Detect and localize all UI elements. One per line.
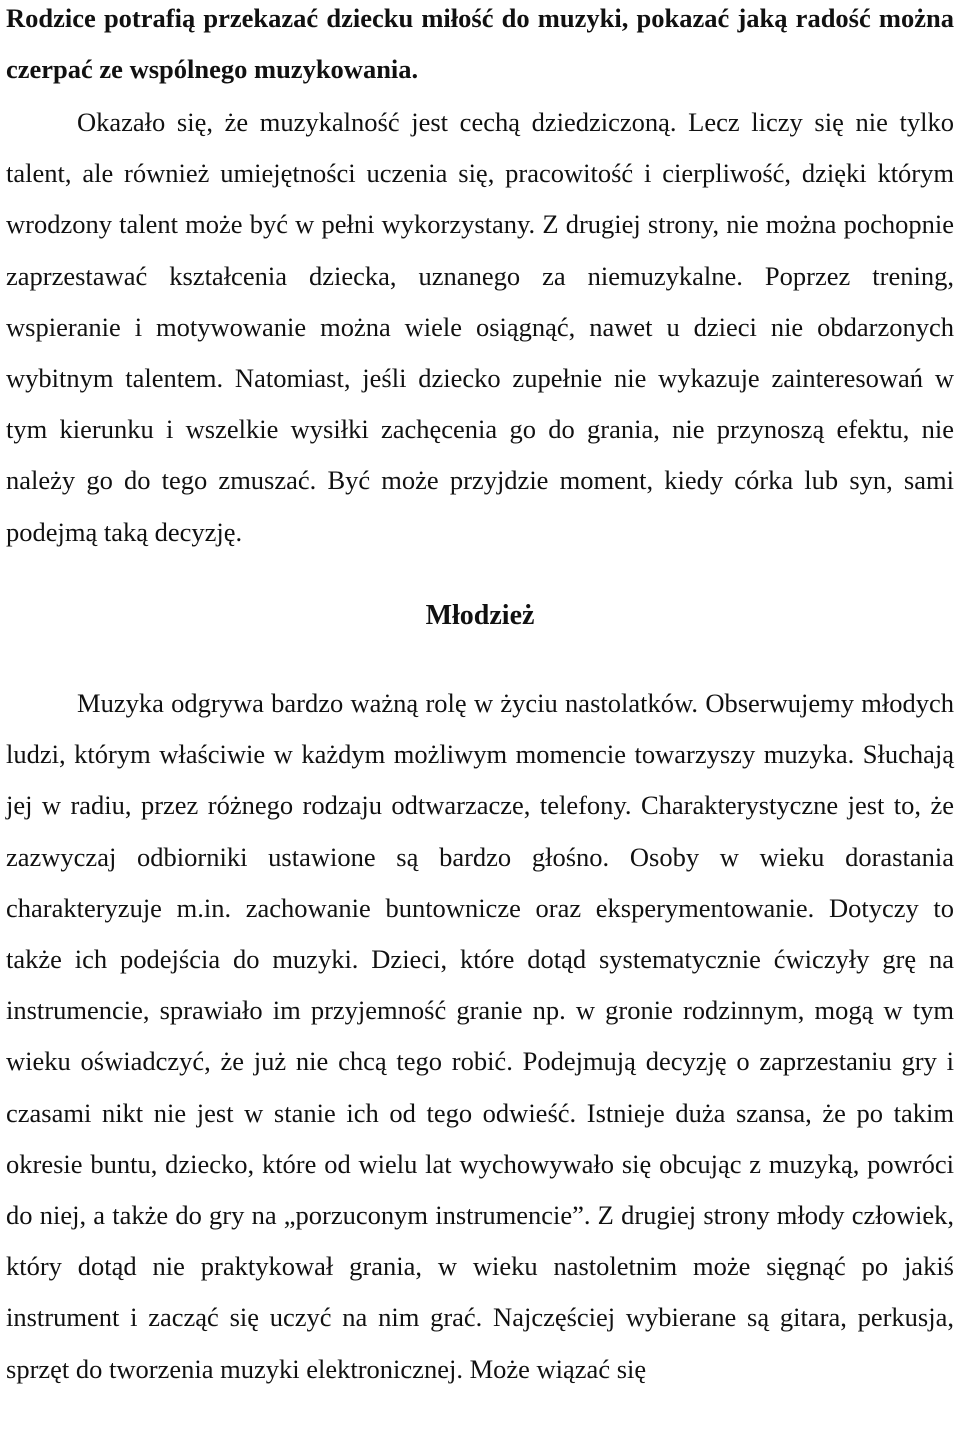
youth-paragraph: Muzyka odgrywa bardzo ważną rolę w życiu nastolatków. Obserwujemy młodych ludzi, którym właściwie w każdym możliwym momencie towarzyszy muzyka. Słuchają jej w radiu, przez różnego rodzaju odtwarzacze, telefony. Charakterystyczne jest to, że zazwyczaj odbiorniki ustawione są bardzo głośno. Osoby w wieku dorastania charakteryzuje m.in. zachowanie buntownicze oraz eksperymentowanie. Dotyczy to także ich podejścia do muzyki. Dzieci, które dotąd systematycznie ćwiczyły grę na instrumencie, sprawiało im przyjemność granie np. w gronie rodzinnym, mogą w tym wieku oświadczyć, że już nie chcą tego robić. Podejmują decyzję o zaprzestaniu gry i czasami nikt nie jest w stanie ich od tego odwieść. Istnieje duża szansa, że po takim okresie buntu, dziecko, które od wielu lat wychowywało się obcując z muzyką, powróci do niej, a także do gry na „porzuconym instrumencie”. Z drugiej strony młody człowiek, który dotąd nie praktykował grania, w wieku nastoletnim może sięgnąć po jakiś instrument i zacząć się uczyć na nim grać. Najczęściej wybierane są gitara, perkusja, sprzęt do tworzenia muzyki elektronicznej. Może wiązać się: [6, 688, 954, 1384]
heredity-paragraph: Okazało się, że muzykalność jest cechą dziedziczoną. Lecz liczy się nie tylko talent, ale również umiejętności uczenia się, pracowitość i cierpliwość, dzięki którym wrodzony talent może być w pełni wykorzystany. Z drugiej strony, nie można pochopnie zaprzestawać kształcenia dziecka, uznanego za niemuzykalne. Poprzez trening, wspieranie i motywowanie można wiele osiągnąć, nawet u dzieci nie obdarzonych wybitnym talentem. Natomiast, jeśli dziecko zupełnie nie wykazuje zainteresowań w tym kierunku i wszelkie wysiłki zachęcenia go do grania, nie przynoszą efektu, nie należy go do tego zmuszać. Być może przyjdzie moment, kiedy córka lub syn, sami podejmą taką decyzję.: [6, 107, 954, 547]
section-heading: Młodzież: [425, 600, 535, 631]
intro-bold-paragraph: Rodzice potrafią przekazać dziecku miłość do muzyki, pokazać jaką radość można czerpać ze wspólnego muzykowania.: [6, 3, 954, 85]
